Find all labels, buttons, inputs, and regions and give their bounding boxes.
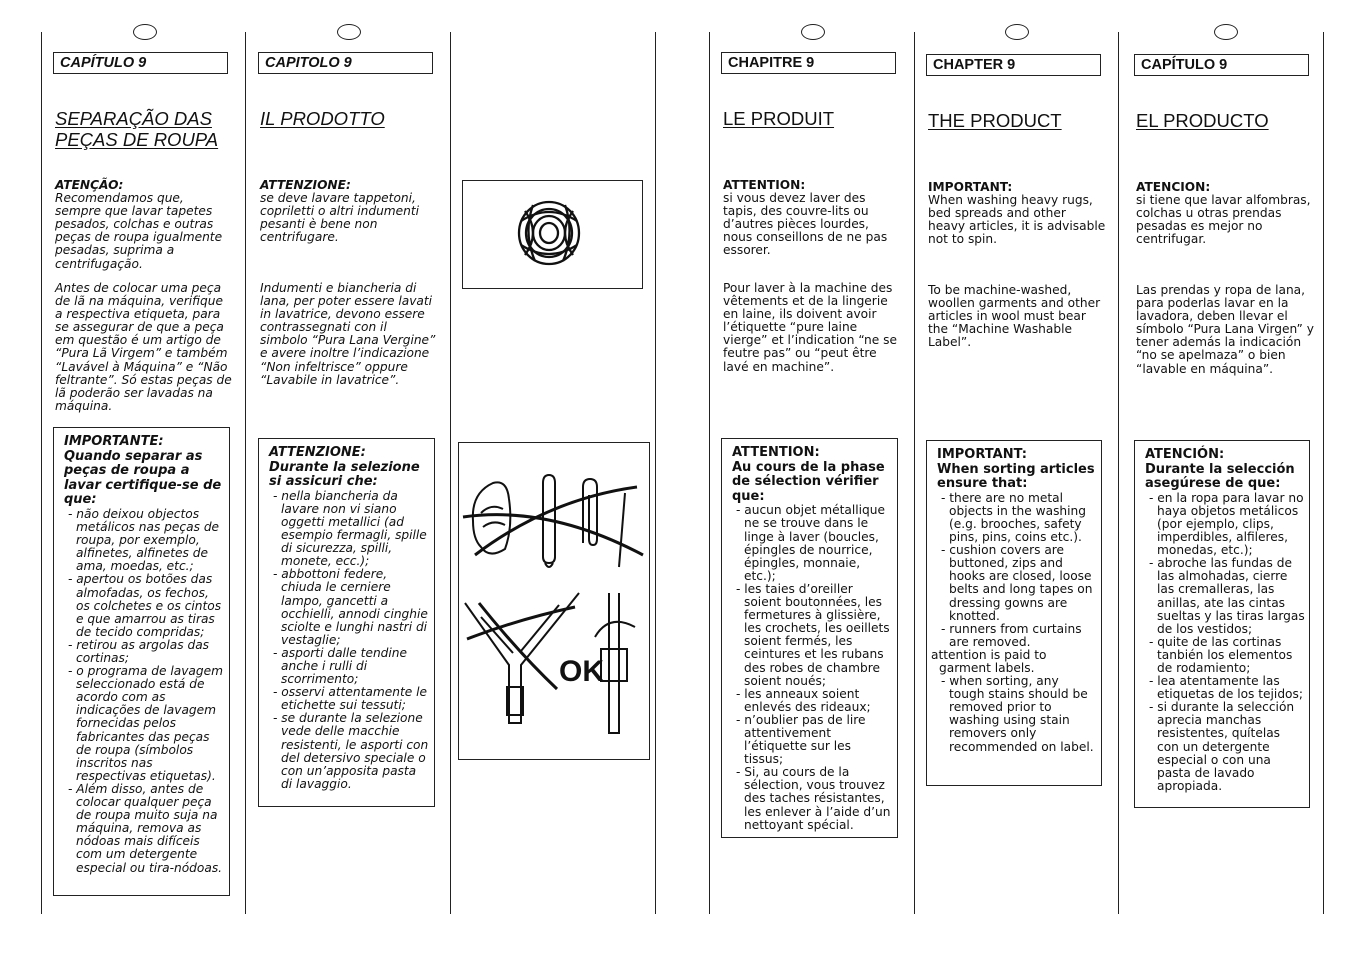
box-heading: Quando separar as peças de roupa a lavar certifique-se de que:: [64, 448, 222, 508]
language-marker-oval: [801, 24, 825, 40]
column-divider: [450, 32, 451, 914]
list-item: - abroche las fundas de las almohadas, cierre las cremalleras, las anillas, ate las cintas sueltas y las tiras largas de los vestidos;: [1149, 556, 1305, 636]
attention-box: [721, 438, 898, 838]
list-item: - cushion covers are buttoned, zips and hooks are closed, loose belts and long tapes on dressing gowns are knotted.: [941, 543, 1093, 623]
section-title: EL PRODUCTO: [1136, 110, 1269, 131]
warning-text: Recomendamos que, sempre que lavar tapetes pesados, colchas e outras peças de roupa igualmente pesadas, suprima a centrifugação.: [55, 191, 223, 271]
heavy-items-warning: [1136, 181, 1314, 246]
list-item: - n’oublier pas de lire attentivement l’étiquette sur les tissus;: [736, 712, 866, 767]
column-divider: [709, 32, 710, 914]
box-heading: Durante la selezione si assicuri che:: [269, 459, 420, 490]
wool-paragraph: Pour laver à la machine des vêtements et de la lingerie en laine, ils doivent avoir l’étiquette “pure laine vierge” et l’indication “ne se feutre pas” ou “peut être lavé en machine”.: [723, 281, 897, 374]
box-heading: Au cours de la phase de sélection vérifier que:: [732, 459, 885, 504]
list-item: attention is paid to garment labels.: [931, 647, 1047, 675]
section-title: THE PRODUCT: [928, 110, 1062, 131]
sorting-illustration: [459, 443, 649, 759]
section-title: LE PRODUIT: [723, 108, 835, 129]
wool-paragraph: Las prendas y ropa de lana, para poderlas lavar en la lavadora, deben llevar el símbolo “Pura Lana Virgen” y tener además la indicación “no se apelmaza” o bien “lavable en máquina”.: [1136, 283, 1314, 376]
wool-paragraph: Antes de colocar uma peça de lã na máquina, verifique a respectiva etiqueta, para se assegurar de que a peça em questão é um artigo de “Pura Lã Virgem” e também “Lavável à Máquina” e “Não feltrante”. Só estas peças de lã poderão ser lavadas na máquina.: [55, 281, 232, 413]
wool-paragraph: Indumenti e biancheria di lana, per poter essere lavati in lavatrice, devono essere contrassegnati con il simbolo “Pura Lana Vergine” e avere inoltre l’indicazione “Non infeltrisce” oppure “Lavabile in lavatrice”.: [260, 281, 436, 387]
pure-wool-icon: [463, 181, 642, 288]
list-item: - nella biancheria da lavare non vi siano oggetti metallici (ad esempio fermagli, spille di sicurezza, spilli, monete, ecc.);: [273, 488, 427, 569]
heavy-items-warning: [723, 179, 901, 258]
section-title: SEPARAÇÃO DAS PEÇAS DE ROUPA: [55, 108, 219, 150]
box-label: ATENCIÓN:: [1145, 447, 1225, 462]
language-marker-oval: [1214, 24, 1238, 40]
list-item: - Além disso, antes de colocar qualquer peça de roupa muito suja na máquina, remova as nódoas mais difíceis com um detergente especial ou tira-nódoas.: [68, 781, 223, 875]
warning-label: ATTENZIONE:: [260, 178, 351, 192]
list-item: - les anneaux soient enlevés des rideaux;: [736, 686, 871, 714]
checklist: [64, 508, 225, 875]
chapter-heading: CAPÍTULO 9: [1134, 54, 1309, 76]
column-divider: [41, 32, 42, 914]
list-item: - runners from curtains are removed.: [941, 621, 1082, 649]
attention-box: [258, 438, 435, 807]
list-item: - aucun objet métallique ne se trouve dans le linge à laver (boucles, épingles de nourrice, épingles, monnaie, etc.);: [736, 503, 885, 583]
warning-label: ATTENTION:: [723, 178, 806, 192]
list-item: - retirou as argolas das cortinas;: [68, 637, 210, 665]
chapter-heading: CHAPTER 9: [926, 54, 1101, 76]
language-marker-oval: [133, 24, 157, 40]
heavy-items-warning: [260, 179, 438, 244]
list-item: - abbottoni federe, chiuda le cerniere lampo, gancetti a occhielli, annodi cinghie sciolte e lunghi nastri di vestaglie;: [273, 567, 428, 647]
column-spanish: [1134, 0, 1324, 954]
list-item: - Si, au cours de la sélection, vous trouvez des taches résistantes, les enlever à l’aide d’un nettoyant spécial.: [736, 765, 891, 832]
chapter-heading: CAPÍTULO 9: [53, 52, 228, 74]
list-item: - não deixou objectos metálicos nas peças de roupa, por exemplo, alfinetes, alfinetes de ama, moedas, etc.;: [68, 506, 220, 574]
list-item: - asporti dalle tendine anche i rulli di scorrimento;: [273, 645, 408, 687]
box-label: IMPORTANTE:: [64, 434, 164, 449]
chapter-heading: CHAPITRE 9: [721, 52, 896, 74]
language-marker-oval: [1005, 24, 1029, 40]
section-title: IL PRODOTTO: [260, 108, 385, 129]
list-item: - si durante la selección aprecia manchas resistentes, quítelas con un detergente especial o con una pasta de lavado apropiada.: [1149, 700, 1295, 793]
checklist: [931, 490, 1097, 754]
attention-box: [1134, 440, 1310, 808]
warning-text: si tiene que lavar alfombras, colchas u otras prendas pesadas es mejor no centrifugar.: [1136, 193, 1311, 247]
list-item: - when sorting, any tough stains should be removed prior to washing using stain removers only recommended on label.: [941, 674, 1094, 754]
warning-text: se deve lavare tappetoni, copriletti o altri indumenti pesanti è bene non centrifugare.: [260, 191, 420, 245]
closed-zipper-icon: [609, 613, 619, 733]
wool-paragraph: To be machine-washed, woollen garments and other articles in wool must bear the “Machine Washable Label”.: [928, 283, 1101, 350]
warning-label: ATENCION:: [1136, 180, 1211, 194]
column-english: [926, 0, 1116, 954]
box-heading: When sorting articles ensure that:: [937, 461, 1095, 492]
warning-label: IMPORTANT:: [928, 180, 1013, 194]
column-divider: [1118, 32, 1119, 914]
box-label: ATTENTION:: [732, 445, 820, 460]
list-item: - o programa de lavagem seleccionado está de acordo com as indicações de lavagem fornecidas pelos fabricantes das peças de roupa (símbolos inscritos nas respectivas etiquetas).: [68, 664, 223, 783]
paper-clip-icon: [583, 479, 597, 545]
chapter-heading: CAPITOLO 9: [258, 52, 433, 74]
column-divider: [914, 32, 915, 914]
box-heading: Durante la selección asegúrese de que:: [1145, 461, 1295, 492]
list-item: - quite de las cortinas tanbién los elementos de rodamiento;: [1149, 634, 1293, 675]
warning-text: When washing heavy rugs, bed spreads and other heavy articles, it is advisable not to spin.: [928, 193, 1106, 247]
checklist: [1145, 492, 1305, 793]
list-item: - apertou os botões das almofadas, os fechos, os colchetes e os cintos e que amarrou as tiras de tecido compridas;: [68, 572, 222, 639]
column-portuguese: [53, 0, 243, 954]
column-italian: [258, 0, 448, 954]
sorting-figure: [458, 442, 650, 760]
list-item: - se durante la selezione vede delle macchie resistenti, le asporti con del detersivo speciale o con un’apposita pasta di lavaggio.: [273, 711, 429, 791]
warning-text: si vous devez laver des tapis, des couvre-lits ou d’autres pièces lourdes, nous conseillons de ne pas essorer.: [723, 191, 888, 258]
checklist: [732, 504, 893, 831]
warning-label: ATENÇÃO:: [55, 178, 124, 192]
column-divider: [245, 32, 246, 914]
list-item: - en la ropa para lavar no haya objetos metálicos (por ejemplo, clips, imperdibles, alfileres, monedas, etc.);: [1149, 490, 1304, 558]
column-divider: [655, 32, 656, 914]
box-label: IMPORTANT:: [937, 447, 1027, 462]
ok-label: OK: [559, 655, 604, 688]
list-item: - osservi attentamente le etichette sui tessuti;: [273, 685, 428, 713]
list-item: - lea atentamente las etiquetas de los tejidos;: [1149, 674, 1303, 702]
wool-symbol-figure: [462, 180, 643, 289]
box-label: ATTENZIONE:: [269, 445, 366, 460]
important-box: [926, 440, 1102, 786]
language-marker-oval: [337, 24, 361, 40]
column-french: [721, 0, 911, 954]
pin-icon: [619, 493, 625, 567]
list-item: - les taies d’oreiller soient boutonnées, les fermetures à glissière, les crochets, les oeillets soient fermés, les ceintures et les rubans des robes de chambre soient noués;: [736, 581, 890, 688]
checklist: [269, 490, 430, 791]
heavy-items-warning: [928, 181, 1106, 246]
list-item: - there are no metal objects in the washing (e.g. brooches, safety pins, pins, coins etc.).: [941, 490, 1086, 545]
heavy-items-warning: [55, 179, 233, 271]
important-box: [53, 427, 230, 896]
